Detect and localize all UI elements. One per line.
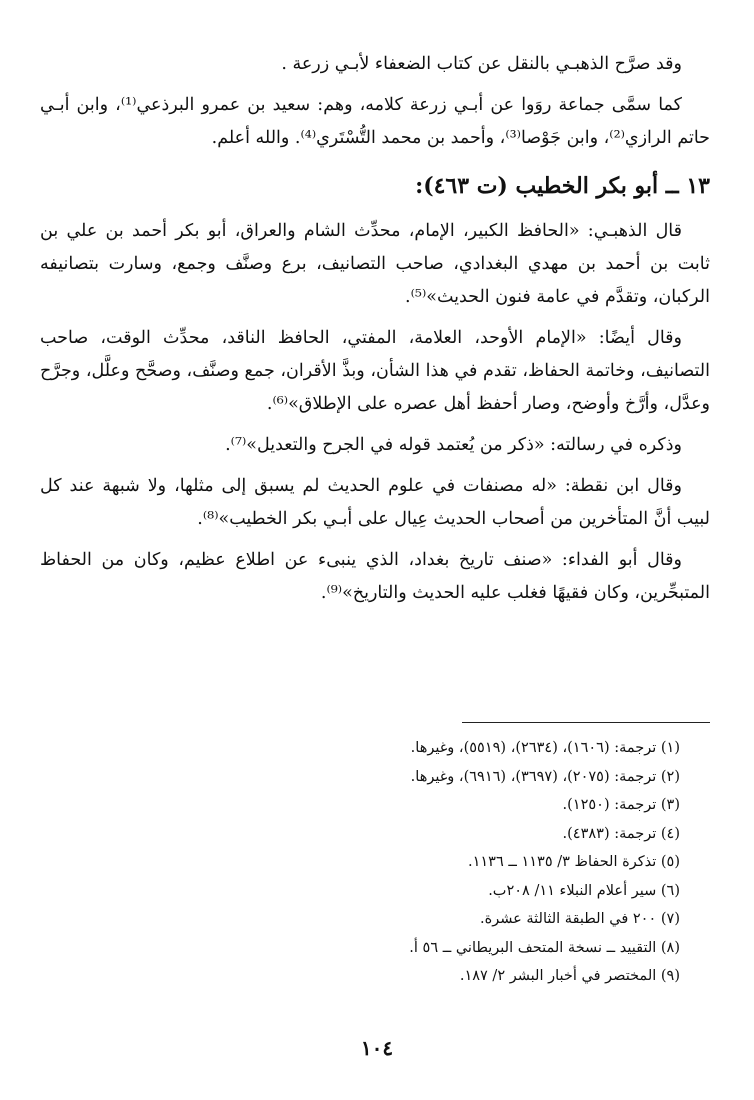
page-body bbox=[40, 48, 710, 618]
quote-paragraph-dhahabi-2: وقال أيضًا: «الإمام الأوحد، العلامة، المفتي، الحافظ الناقد، محدِّث الوقت، صاحب التصانيف، وخاتمة الحفاظ، تقدم في هذا الشأن، وبذَّ الأقران، جمع وصنَّف، وصحَّح وعلَّل، وجرَّح وعدَّل، وأرَّخ وأوضح، وصار أحفظ أهل عصره على الإطلاق»⁽⁶⁾. bbox=[40, 328, 710, 414]
section-heading: ١٣ ــ أبو بكر الخطيب (ت ٤٦٣): bbox=[415, 173, 710, 199]
quote-paragraph-abu-fida: وقال أبو الفداء: «صنف تاريخ بغداد، الذي ينبىء عن اطلاع عظيم، وكان من الحفاظ المتبحِّرين، وكان فقيهًا فغلب عليه الحديث والتاريخ»⁽⁹⁾. bbox=[40, 550, 710, 603]
footnote-9: (٩) المختصر في أخبار البشر ٢/ ١٨٧. bbox=[459, 968, 680, 984]
intro-paragraph-2: كما سمَّى جماعة روَوا عن أبـي زرعة كلامه، وهم: سعيد بن عمرو البرذعي⁽¹⁾، وابن أبـي حاتم الرازي⁽²⁾، وابن جَوْصا⁽³⁾، وأحمد بن محمد التُّسْتَري⁽⁴⁾. والله أعلم. bbox=[40, 95, 710, 148]
footnote-7: (٧) ٢٠٠ في الطبقة الثالثة عشرة. bbox=[479, 911, 680, 927]
footnote-2: (٢) ترجمة: (٢٠٧٥)، (٣٦٩٧)، (٦٩١٦)، وغيرها. bbox=[410, 768, 680, 785]
footnote-6: (٦) سير أعلام النبلاء ١١/ ٢٠٨ب. bbox=[488, 882, 680, 899]
footnote-3: (٣) ترجمة: (١٢٥٠). bbox=[562, 797, 680, 813]
intro-paragraph-1: وقد صرَّح الذهبـي بالنقل عن كتاب الضعفاء لأبـي زرعة . bbox=[281, 54, 682, 74]
footnote-divider bbox=[462, 722, 710, 723]
footnotes bbox=[40, 734, 680, 991]
page-number: ١٠٤ bbox=[360, 1036, 394, 1060]
footnote-1: (١) ترجمة: (١٦٠٦)، (٢٦٣٤)، (٥٥١٩)، وغيرها. bbox=[410, 740, 680, 756]
footnote-8: (٨) التقييد ــ نسخة المتحف البريطاني ــ ٥٦ أ. bbox=[409, 939, 680, 956]
quote-paragraph-risala: وذكره في رسالته: «ذكر من يُعتمد قوله في الجرح والتعديل»⁽⁷⁾. bbox=[225, 435, 682, 455]
footnote-5: (٥) تذكرة الحفاظ ٣/ ١١٣٥ ــ ١١٣٦. bbox=[467, 854, 680, 870]
quote-paragraph-ibn-nuqta: وقال ابن نقطة: «له مصنفات في علوم الحديث لم يسبق إلى مثلها، ولا شبهة عند كل لبيب أنَّ المتأخرين من أصحاب الحديث عِيال على أبـي بكر الخطيب»⁽⁸⁾. bbox=[40, 476, 710, 529]
footnote-4: (٤) ترجمة: (٤٣٨٣). bbox=[562, 825, 680, 842]
quote-paragraph-dhahabi-1: قال الذهبـي: «الحافظ الكبير، الإمام، محدِّث الشام والعراق، أبو بكر أحمد بن علي بن ثابت بن أحمد بن مهدي البغدادي، صاحب التصانيف، برع وصنَّف وجمع، وسارت بتصانيفه الركبان، وتقدَّم في عامة فنون الحديث»⁽⁵⁾. bbox=[40, 221, 710, 307]
